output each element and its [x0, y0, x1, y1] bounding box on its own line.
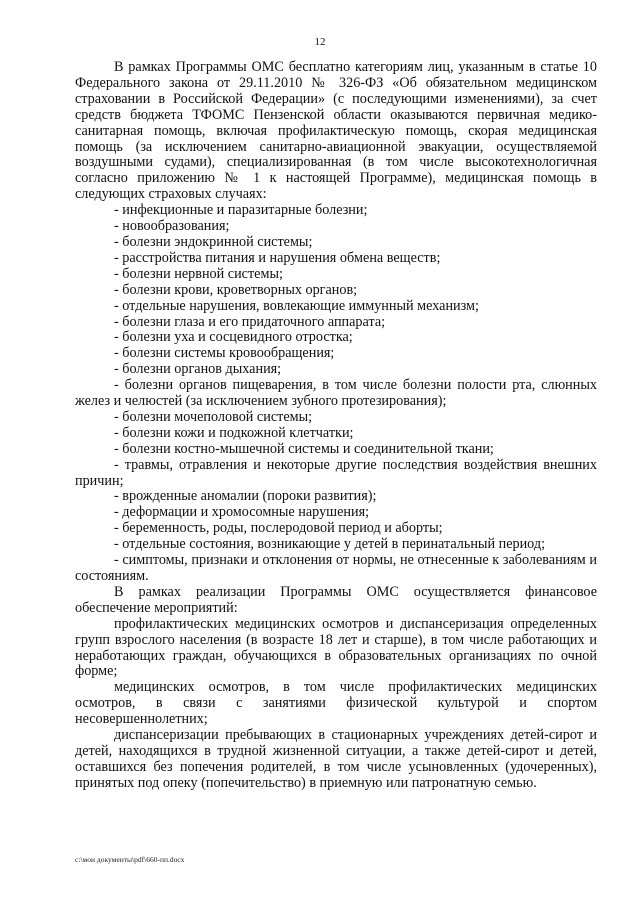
list-item: - болезни кожи и подкожной клетчатки; — [114, 424, 354, 441]
list-item: - отдельные состояния, возникающие у детей в перинатальный период; — [114, 536, 546, 553]
list-item: - новообразования; — [114, 218, 230, 235]
list-item: - болезни уха и сосцевидного отростка; — [114, 329, 353, 346]
financing-paragraph: В рамках реализации Программы ОМС осуществляется финансовое обеспечение мероприятий: — [75, 583, 597, 616]
list-item: - расстройства питания и нарушения обмена веществ; — [114, 249, 441, 266]
list-item: - болезни органов пищеварения, в том числе болезни полости рта, слюнных желез и челюстей (за исключением зубного протезирования); — [75, 377, 597, 410]
list-item: - болезни органов дыхания; — [114, 361, 282, 378]
measure-item: диспансеризации пребывающих в стационарных учреждениях детей-сирот и детей, находящихся в трудной жизненной ситуации, а также детей-сирот и детей, оставшихся без попечения родителей, в том числе усыновленных (удочеренных), принятых под опеку (попечительство) в приемную или патронатную семью. — [75, 727, 597, 791]
list-item: - болезни системы кровообращения; — [114, 345, 335, 362]
list-item: - отдельные нарушения, вовлекающие иммунный механизм; — [114, 297, 479, 314]
measure-item: профилактических медицинских осмотров и диспансеризация определенных групп взрослого населения (в возрасте 18 лет и старше), в том числе работающих и неработающих граждан, обучающихся в образовательных организациях по очной форме; — [75, 615, 597, 680]
list-item: - болезни эндокринной системы; — [114, 233, 313, 250]
list-item: - болезни крови, кроветворных органов; — [114, 281, 358, 298]
list-item: - врожденные аномалии (пороки развития); — [114, 488, 377, 505]
list-item: - травмы, отравления и некоторые другие последствия воздействия внешних причин; — [75, 456, 597, 489]
list-item: - болезни глаза и его придаточного аппарата; — [114, 313, 386, 330]
list-item: - болезни костно-мышечной системы и соединительной ткани; — [114, 440, 494, 457]
page-number: 12 — [314, 36, 326, 48]
document-body — [75, 60, 597, 792]
list-item: - симптомы, признаки и отклонения от нормы, не отнесенные к заболеваниям и состояниям. — [75, 552, 597, 584]
list-item: - инфекционные и паразитарные болезни; — [114, 202, 368, 219]
intro-paragraph: В рамках Программы ОМС бесплатно категориям лиц, указанным в статье 10 Федерального закона от 29.11.2010 № 326-ФЗ «Об обязательном медицинском страховании в Российской Федерации» (с последующими изменениями), за счет средств бюджета ТФОМС Пензенской области оказываются первичная медико-санитарная помощь, включая профилактическую помощь, скорая медицинская помощь (за исключением санитарно-авиационной эвакуации, осуществляемой воздушными судами), специализированная (в том числе высокотехнологичная согласно приложению № 1 к настоящей Программе), медицинская помощь в следующих страховых случаях: — [75, 59, 597, 203]
insured-cases-list — [75, 203, 597, 585]
measures-list — [75, 617, 597, 792]
footer-file-path: c:\мои документы\pdf\660-пп.docx — [75, 855, 185, 864]
list-item: - деформации и хромосомные нарушения; — [114, 504, 370, 521]
measure-item: медицинских осмотров, в том числе профилактических медицинских осмотров, в связи с занятиями физической культурой и спортом несовершеннолетних; — [75, 679, 597, 728]
list-item: - болезни нервной системы; — [114, 265, 283, 282]
list-item: - беременность, роды, послеродовой период и аборты; — [114, 520, 443, 537]
list-item: - болезни мочеполовой системы; — [114, 408, 313, 425]
